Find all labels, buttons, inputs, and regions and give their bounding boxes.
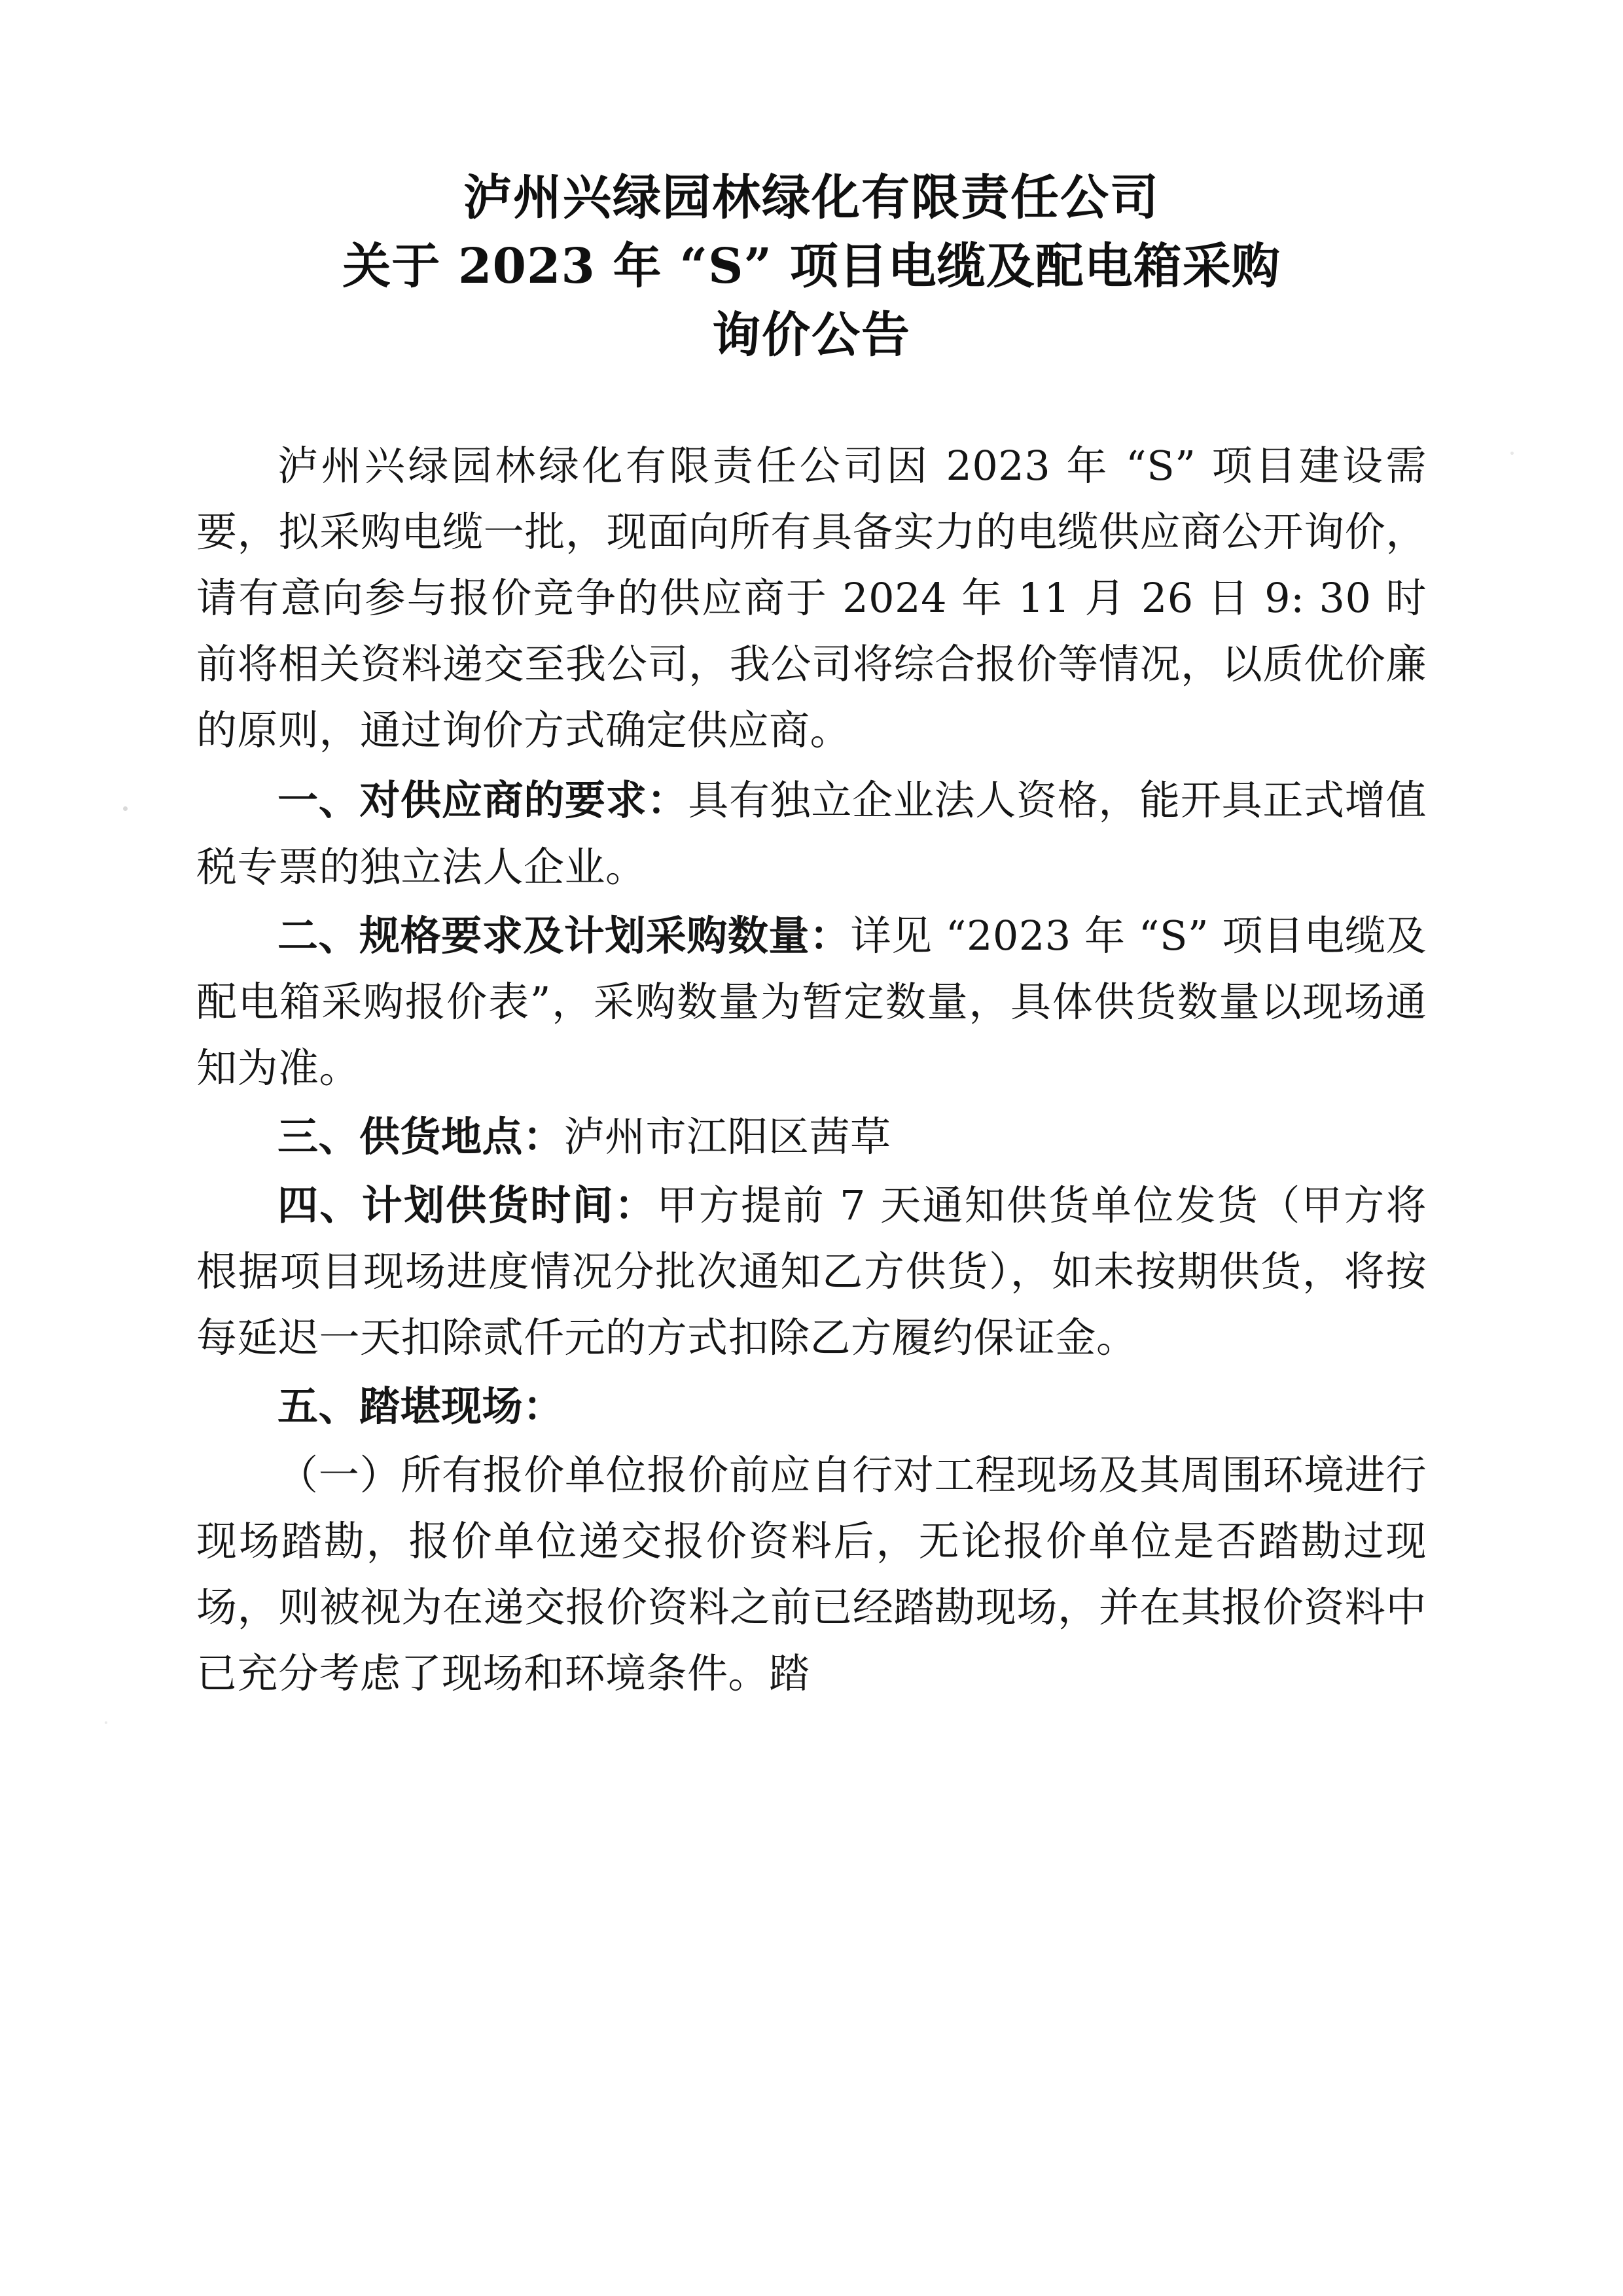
section-3-heading: 三、供货地点： bbox=[277, 1112, 564, 1160]
scan-speck-icon bbox=[105, 1721, 107, 1724]
section-4-text: 甲方提前 7 天通知供货单位发货（甲方将根据项目现场进度情况分批次通知乙方供货），如未按期供货，将按每延迟一天扣除贰仟元的方式扣除乙方履约保证金。 bbox=[196, 1181, 1427, 1361]
section-2-text: 详见 “2023 年 “S” 项目电缆及配电箱采购报价表”，采购数量为暂定数量，具体供货数量以现场通知为准。 bbox=[196, 911, 1427, 1092]
section-4-heading: 四、计划供货时间： bbox=[277, 1181, 657, 1229]
section-1-heading: 一、对供应商的要求： bbox=[277, 776, 688, 825]
document-content bbox=[196, 164, 1427, 1710]
title-line-2: 关于 2023 年 “S” 项目电缆及配电箱采购 bbox=[342, 238, 1281, 295]
section-5-item-1: （一）所有报价单位报价前应自行对工程现场及其周围环境进行现场踏勘，报价单位递交报价资料后，无论报价单位是否踏勘过现场，则被视为在递交报价资料之前已经踏勘现场，并在其报价资料中已充分考虑了现场和环境条件。踏 bbox=[196, 1450, 1427, 1698]
section-1-text: 具有独立企业法人资格，能开具正式增值税专票的独立法人企业。 bbox=[196, 776, 1427, 891]
title-line-1: 泸州兴绿园林绿化有限责任公司 bbox=[463, 170, 1160, 226]
title-line-3: 询价公告 bbox=[712, 307, 911, 364]
section-3-text: 泸州市江阳区茜草 bbox=[563, 1112, 891, 1160]
intro-paragraph: 泸州兴绿园林绿化有限责任公司因 2023 年 “S” 项目建设需要，拟采购电缆一批，现面向所有具备实力的电缆供应商公开询价，请有意向参与报价竞争的供应商于 2024 年 11 月 26 日 9: 30 时前将相关资料递交至我公司，我公司将综合报价等情况，以质优价廉的原则，通过询价方式确定供应商。 bbox=[196, 442, 1427, 755]
scan-speck-icon bbox=[1510, 452, 1514, 455]
section-5-heading: 五、踏堪现场： bbox=[277, 1382, 564, 1430]
scan-speck-icon bbox=[123, 806, 128, 811]
section-2 bbox=[196, 903, 1427, 1101]
section-5 bbox=[196, 1373, 1427, 1439]
section-4 bbox=[196, 1172, 1427, 1371]
section-2-heading: 二、规格要求及计划采购数量： bbox=[277, 911, 851, 960]
section-1 bbox=[196, 767, 1427, 899]
page-title bbox=[196, 164, 1427, 370]
section-3 bbox=[196, 1103, 1427, 1170]
